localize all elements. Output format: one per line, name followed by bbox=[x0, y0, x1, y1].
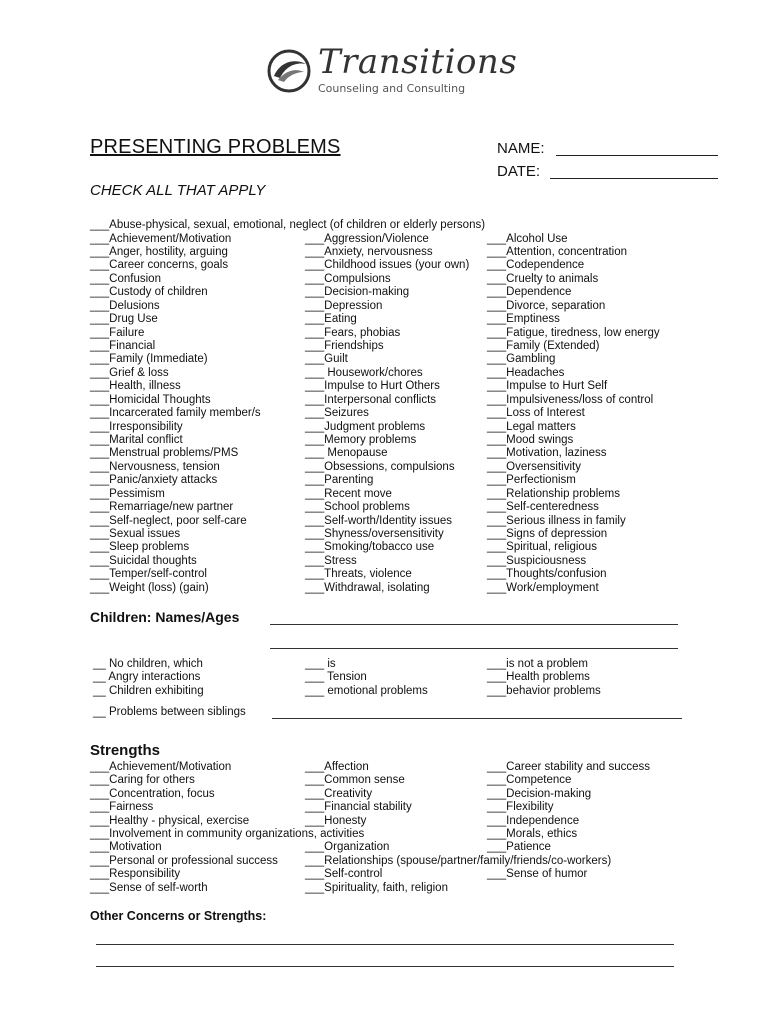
children-row1-item[interactable]: ___ is bbox=[305, 658, 336, 670]
problem-col1-item[interactable]: ___Sexual issues bbox=[90, 527, 181, 540]
strength-col3-item[interactable]: ___Patience bbox=[487, 841, 551, 854]
children-row2-item[interactable]: ___ Tension bbox=[305, 671, 367, 684]
strength-col1-item[interactable]: ___Responsibility bbox=[90, 868, 181, 881]
problem-col1-item[interactable]: ___Failure bbox=[90, 326, 145, 339]
children-row2-item[interactable]: ___Health problems bbox=[487, 671, 590, 684]
strength-col3-item[interactable]: ___Competence bbox=[487, 774, 572, 787]
problem-col1-item[interactable]: ___Incarcerated family member/s bbox=[90, 407, 261, 420]
problem-col3-item[interactable]: ___Impulsiveness/loss of control bbox=[487, 393, 654, 406]
instruction-text: CHECK ALL THAT APPLY bbox=[90, 182, 266, 199]
problem-col3-item[interactable]: ___Relationship problems bbox=[487, 487, 620, 500]
strength-col2-item[interactable]: ___Self-control bbox=[305, 868, 383, 881]
problem-col2-item[interactable]: ___Decision-making bbox=[305, 286, 410, 299]
problem-col3-item[interactable]: ___Oversensitivity bbox=[487, 460, 581, 473]
strength-col2-item[interactable]: ___Common sense bbox=[305, 774, 405, 787]
problem-col3-item[interactable]: ___Emptiness bbox=[487, 313, 560, 326]
date-label: DATE: bbox=[497, 163, 541, 180]
children-row1-item[interactable]: __ No children, which bbox=[93, 658, 203, 670]
problem-col1-item[interactable]: ___Remarriage/new partner bbox=[90, 501, 234, 514]
problem-col2-item[interactable]: ___ Housework/chores bbox=[305, 366, 423, 379]
problem-col3-item[interactable]: ___Codependence bbox=[487, 259, 585, 272]
problem-col3-item[interactable]: ___Work/employment bbox=[487, 581, 599, 594]
problem-col2-item[interactable]: ___Depression bbox=[305, 299, 383, 312]
problem-col2-item[interactable]: ___Parenting bbox=[305, 474, 374, 487]
strength-col1-item[interactable]: ___Healthy - physical, exercise bbox=[90, 814, 250, 827]
problem-col1-item[interactable]: ___Menstrual problems/PMS bbox=[90, 447, 239, 460]
strength-col2-item[interactable]: ___Organization bbox=[305, 841, 390, 854]
children-row2-item[interactable]: __ Angry interactions bbox=[93, 671, 201, 684]
children-row3-item[interactable]: ___behavior problems bbox=[487, 684, 601, 697]
problem-col2-item[interactable]: ___Memory problems bbox=[305, 433, 417, 446]
strength-col3-item[interactable]: ___Decision-making bbox=[487, 787, 592, 800]
problem-col3-item[interactable]: ___Dependence bbox=[487, 286, 572, 299]
other-concerns-line-1[interactable] bbox=[96, 944, 674, 945]
problem-col1-item[interactable]: ___Delusions bbox=[90, 299, 160, 312]
strength-col3-item[interactable]: ___Sense of humor bbox=[487, 868, 588, 881]
children-names-line-1[interactable] bbox=[270, 624, 678, 625]
problem-col3-item[interactable]: ___Perfectionism bbox=[487, 474, 576, 487]
problem-col3-item[interactable]: ___Legal matters bbox=[487, 420, 576, 433]
strength-col2-item[interactable]: ___Creativity bbox=[305, 787, 373, 800]
transitions-logo bbox=[266, 42, 518, 98]
children-row3-item[interactable]: __ Children exhibiting bbox=[93, 684, 204, 697]
logo-wordmark: Transitions bbox=[318, 42, 518, 82]
page-title: PRESENTING PROBLEMS bbox=[90, 136, 341, 158]
strength-col1-item[interactable]: ___Sense of self-worth bbox=[90, 881, 208, 894]
strength-col1-item[interactable]: ___Fairness bbox=[90, 801, 154, 814]
problem-col2-item[interactable]: ___Interpersonal conflicts bbox=[305, 393, 437, 406]
children-names-line-2[interactable] bbox=[270, 648, 678, 649]
name-field[interactable] bbox=[556, 155, 718, 156]
problem-col3-item[interactable]: ___Cruelty to animals bbox=[487, 272, 599, 285]
problem-col2-item[interactable]: ___Friendships bbox=[305, 339, 384, 352]
problem-col3-item[interactable]: ___Fatigue, tiredness, low energy bbox=[487, 326, 660, 339]
problem-col2-item[interactable]: ___Childhood issues (your own) bbox=[305, 259, 470, 272]
problem-col3-item[interactable]: ___Serious illness in family bbox=[487, 514, 626, 527]
problem-col1-item[interactable]: ___Financial bbox=[90, 339, 156, 352]
problem-col2-item[interactable]: ___Smoking/tobacco use bbox=[305, 541, 435, 554]
problem-col1-item[interactable]: ___Grief & loss bbox=[90, 366, 169, 379]
problem-col3-item[interactable]: ___Divorce, separation bbox=[487, 299, 606, 312]
problem-col3-item[interactable]: ___Alcohol Use bbox=[487, 232, 568, 245]
problem-col2-item[interactable]: ___Self-worth/Identity issues bbox=[305, 514, 453, 527]
problem-col2-item[interactable]: ___Fears, phobias bbox=[305, 326, 401, 339]
problem-col1-item[interactable]: ___Anger, hostility, arguing bbox=[90, 245, 228, 258]
problem-col3-item[interactable]: ___Suspiciousness bbox=[487, 554, 587, 567]
problem-col3-item[interactable]: ___Self-centeredness bbox=[487, 501, 599, 514]
problem-col3-item[interactable]: ___Gambling bbox=[487, 353, 556, 366]
children-heading: Children: Names/Ages bbox=[90, 609, 240, 625]
problem-col3-item[interactable]: ___Thoughts/confusion bbox=[487, 568, 607, 581]
problem-col2-item[interactable]: ___Anxiety, nervousness bbox=[305, 245, 433, 258]
strength-col1-item[interactable]: ___Concentration, focus bbox=[90, 787, 215, 800]
problem-col2-item[interactable]: ___Impulse to Hurt Others bbox=[305, 380, 440, 393]
problem-col2-item[interactable]: ___Obsessions, compulsions bbox=[305, 460, 455, 473]
problem-col2-item[interactable]: ___Judgment problems bbox=[305, 420, 426, 433]
problem-col1-item[interactable]: ___Family (Immediate) bbox=[90, 353, 208, 366]
other-concerns-heading: Other Concerns or Strengths: bbox=[90, 909, 267, 923]
problem-col1-item[interactable]: ___Panic/anxiety attacks bbox=[90, 474, 218, 487]
problem-col2-item[interactable]: ___Eating bbox=[305, 313, 357, 326]
problem-col3-item[interactable]: ___Impulse to Hurt Self bbox=[487, 380, 608, 393]
problem-col3-item[interactable]: ___Spiritual, religious bbox=[487, 541, 597, 554]
date-field[interactable] bbox=[550, 178, 718, 179]
strength-col2-item[interactable]: ___Affection bbox=[305, 761, 369, 773]
problem-col1-item[interactable]: ___Weight (loss) (gain) bbox=[90, 581, 209, 594]
problem-col2-item[interactable]: ___ Menopause bbox=[305, 447, 388, 460]
problem-col1-item[interactable]: ___Drug Use bbox=[90, 313, 158, 326]
problem-col2-item[interactable]: ___Recent move bbox=[305, 487, 392, 500]
problem-col1-item[interactable]: ___Health, illness bbox=[90, 380, 181, 393]
problem-col1-item[interactable]: ___Homicidal Thoughts bbox=[90, 393, 211, 406]
problem-col1-item[interactable]: ___Nervousness, tension bbox=[90, 460, 220, 473]
problem-col2-item[interactable]: ___School problems bbox=[305, 501, 410, 514]
strength-col3-item[interactable]: ___Morals, ethics bbox=[487, 828, 578, 840]
children-row1-item[interactable]: ___is not a problem bbox=[487, 658, 589, 670]
problem-col2-item[interactable]: ___Aggression/Violence bbox=[305, 232, 429, 245]
problem-col2-item[interactable]: ___Withdrawal, isolating bbox=[305, 581, 430, 594]
problem-col1-item[interactable]: ___Career concerns, goals bbox=[90, 259, 229, 272]
problem-col1-item[interactable]: ___Confusion bbox=[90, 272, 161, 285]
problem-col2-item[interactable]: ___Seizures bbox=[305, 407, 369, 420]
problem-col1-item[interactable]: ___Temper/self-control bbox=[90, 568, 207, 581]
strength-col3-item[interactable]: ___Flexibility bbox=[487, 801, 554, 814]
strength-col1-item[interactable]: ___Involvement in community organizations, activities bbox=[90, 828, 365, 840]
problem-col1-item[interactable]: ___Suicidal thoughts bbox=[90, 554, 197, 567]
checklist-item-full-row[interactable]: ___Abuse-physical, sexual, emotional, neglect (of children or elderly persons) bbox=[90, 219, 486, 231]
problem-col2-item[interactable]: ___Shyness/oversensitivity bbox=[305, 527, 444, 540]
problem-col1-item[interactable]: ___Custody of children bbox=[90, 286, 208, 299]
problem-col2-item[interactable]: ___Compulsions bbox=[305, 272, 391, 285]
children-row3-item[interactable]: ___ emotional problems bbox=[305, 684, 428, 697]
problem-col3-item[interactable]: ___Attention, concentration bbox=[487, 245, 628, 258]
siblings-line[interactable] bbox=[272, 718, 682, 719]
problem-col1-item[interactable]: ___Pessimism bbox=[90, 487, 165, 500]
problem-col1-item[interactable]: ___Self-neglect, poor self-care bbox=[90, 514, 247, 527]
other-concerns-line-2[interactable] bbox=[96, 966, 674, 967]
problem-col2-item[interactable]: ___Guilt bbox=[305, 353, 348, 366]
strength-col1-item[interactable]: ___Motivation bbox=[90, 841, 162, 854]
problem-col2-item[interactable]: ___Threats, violence bbox=[305, 568, 412, 581]
strengths-heading: Strengths bbox=[90, 742, 161, 759]
problem-col1-item[interactable]: ___Irresponsibility bbox=[90, 420, 183, 433]
strength-col1-item[interactable]: ___Caring for others bbox=[90, 774, 195, 787]
strength-col1-item[interactable]: ___Achievement/Motivation bbox=[90, 761, 232, 773]
strength-col1-item[interactable]: ___Personal or professional success bbox=[90, 854, 278, 867]
problem-col3-item[interactable]: ___Motivation, laziness bbox=[487, 447, 607, 460]
problem-col1-item[interactable]: ___Marital conflict bbox=[90, 433, 183, 446]
problem-col1-item[interactable]: ___Sleep problems bbox=[90, 541, 190, 554]
strength-col3-item[interactable]: ___Independence bbox=[487, 814, 580, 827]
problem-col1-item[interactable]: ___Achievement/Motivation bbox=[90, 232, 232, 245]
strength-col2-item[interactable]: ___Relationships (spouse/partner/family/friends/co-workers) bbox=[305, 854, 612, 867]
strength-col2-item[interactable]: ___Spirituality, faith, religion bbox=[305, 881, 448, 894]
strength-col3-item[interactable]: ___Career stability and success bbox=[487, 761, 650, 773]
siblings-item[interactable]: __ Problems between siblings bbox=[93, 706, 246, 718]
problem-col3-item[interactable]: ___Signs of depression bbox=[487, 527, 608, 540]
problem-col2-item[interactable]: ___Stress bbox=[305, 554, 357, 567]
strength-col2-item[interactable]: ___Honesty bbox=[305, 814, 367, 827]
problem-col3-item[interactable]: ___Loss of Interest bbox=[487, 407, 585, 420]
strength-col2-item[interactable]: ___Financial stability bbox=[305, 801, 412, 814]
problem-col3-item[interactable]: ___Mood swings bbox=[487, 433, 574, 446]
name-label: NAME: bbox=[497, 140, 545, 157]
problem-col3-item[interactable]: ___Family (Extended) bbox=[487, 339, 600, 352]
swoosh-logo-icon bbox=[266, 48, 312, 94]
problem-col3-item[interactable]: ___Headaches bbox=[487, 366, 565, 379]
logo-tagline: Counseling and Consulting bbox=[318, 82, 466, 95]
